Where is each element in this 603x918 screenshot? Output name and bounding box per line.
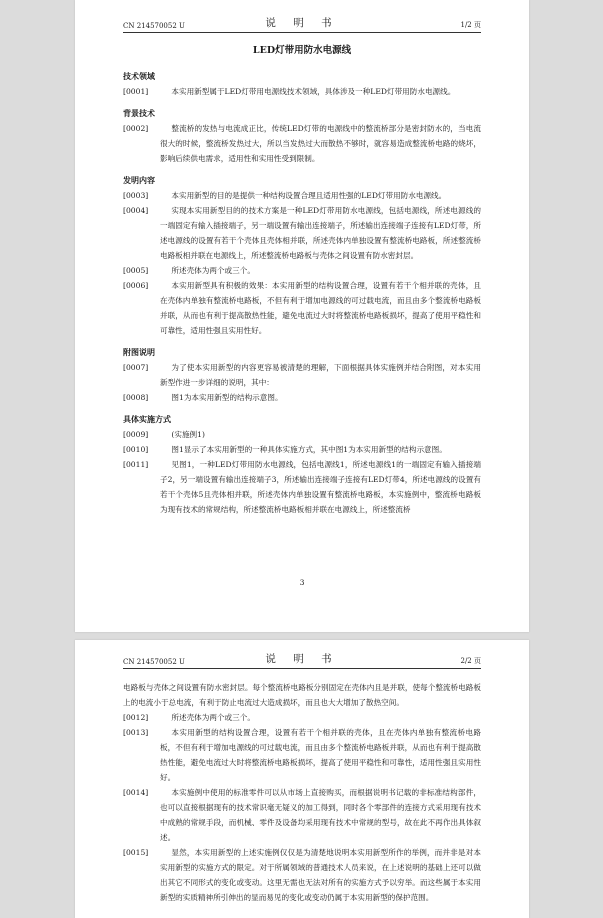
header-title: 说 明 书 <box>265 653 339 665</box>
paragraph <box>123 263 481 278</box>
section-heading-tech-field: 技术领域 <box>123 71 155 81</box>
document-number: CN 214570052 U <box>123 658 185 666</box>
page-header <box>123 652 481 669</box>
paragraph-text: 图1为本实用新型的结构示意图。 <box>171 393 283 402</box>
page-header <box>123 16 481 33</box>
paragraph-number: [0006] <box>123 281 149 290</box>
paragraph <box>123 203 481 263</box>
paragraph <box>123 278 481 338</box>
paragraph-text: 所述壳体为两个或三个。 <box>171 713 255 722</box>
paragraph <box>123 188 481 203</box>
paragraph-text: 本实施例中使用的标准零件可以从市场上直接购买，而根据说明书记载的非标准结构部件，也可以直接根据现有的技术常识毫无疑义的加工得到，同时各个零部件的连接方式采用现有技术中成熟的常规手段，而机械、零件及设备均采用现有技术中常规的型号，故在此不再作出具体叙述。 <box>160 788 481 842</box>
paragraph <box>123 84 481 99</box>
section-heading-summary: 发明内容 <box>123 175 155 185</box>
paragraph <box>123 457 481 517</box>
document-page-1 <box>75 0 529 632</box>
paragraph-text: 本实用新型具有积极的效果：本实用新型的结构设置合理，设置有若干个相并联的壳体，且在壳体内单独有整流桥电路板，不但有利于增加电源线的可过载电流，而且由多个整流桥电路板并联，从而也有利于提高散热性能，避免电流过大时将整流桥电路板损坏，提高了使用平稳性和可靠性，适用性强且实用性好。 <box>160 281 481 335</box>
paragraph <box>123 725 481 785</box>
paragraph-text: 为了使本实用新型的内容更容易被清楚的理解，下面根据具体实施例并结合附图，对本实用新型作进一步详细的说明，其中： <box>160 363 481 387</box>
page-indicator: 1/2 页 <box>460 21 481 29</box>
paragraph-text: 实现本实用新型目的的技术方案是一种LED灯带用防水电源线，包括电源线，所述电源线的一端固定有输入插接端子，另一端设置有输出连接端子，所述输出连接端子连接有LED灯带，所述电源线的设置有若干个壳体且壳体相并联，所述壳体内单独设置有整流桥电路板，所述整流桥电路板相并联在电源线上，所述整流桥电路板与壳体之间设置有防水密封层。 <box>160 206 481 260</box>
paragraph-text: 本实用新型的目的是提供一种结构设置合理且适用性强的LED灯带用防水电源线。 <box>171 191 447 200</box>
paragraph-number: [0015] <box>123 848 149 857</box>
paragraph-number: [0014] <box>123 788 149 797</box>
paragraph <box>123 427 481 442</box>
paragraph-number: [0003] <box>123 191 149 200</box>
paragraph-number: [0011] <box>123 460 149 469</box>
paragraph-number: [0012] <box>123 713 149 722</box>
page-body <box>123 680 481 905</box>
paragraph-number: [0001] <box>123 87 149 96</box>
section-heading-background: 背景技术 <box>123 108 155 118</box>
paragraph-text: (实施例1) <box>171 430 205 439</box>
paragraph-text: 见图1，一种LED灯带用防水电源线，包括电源线1，所述电源线1的一端固定有输入插接端子2，另一端设置有输出连接端子3，所述输出连接端子连接有LED灯带4，所述电源线的设置有若干个壳体5且壳体相并联，所述壳体内单独设置有整流桥电路板，本实施例中，整流桥电路板为现有技术的常规结构，所述整流桥电路板相并联在电源线上，所述整流桥 <box>160 460 481 514</box>
header-title: 说 明 书 <box>265 17 339 29</box>
paragraph <box>123 121 481 166</box>
section-heading-embodiment: 具体实施方式 <box>123 414 171 424</box>
paragraph <box>123 785 481 845</box>
paragraph-text: 整流桥的发热与电流成正比，传统LED灯带的电源线中的整流桥部分是密封防水的，当电流很大的时候，整流桥发热过大，所以当发热过大而散热不够时，就容易造成整流桥电路的烧坏，影响后续供电需求，适用性和实用性受到限制。 <box>160 124 481 163</box>
paragraph-number: [0002] <box>123 124 149 133</box>
paragraph <box>123 442 481 457</box>
paragraph-number: [0004] <box>123 206 149 215</box>
paragraph-text: 图1显示了本实用新型的一种具体实施方式，其中图1为本实用新型的结构示意图。 <box>171 445 447 454</box>
paragraph <box>123 390 481 405</box>
paragraph-text: 本实用新型属于LED灯带用电源线技术领域，具体涉及一种LED灯带用防水电源线。 <box>171 87 456 96</box>
paragraph-continuation: 电路板与壳体之间设置有防水密封层。每个整流桥电路板分别固定在壳体内且是并联，使每个整流桥电路板上的电流小于总电流，有利于防止电流过大造成损坏，而且也大大增加了散热空间。 <box>123 683 481 707</box>
paragraph-number: [0013] <box>123 728 149 737</box>
section-heading-drawings: 附图说明 <box>123 347 155 357</box>
paragraph-text: 显然，本实用新型的上述实施例仅仅是为清楚地说明本实用新型所作的举例，而并非是对本实用新型的实施方式的限定。对于所属领域的普通技术人员来说，在上述说明的基础上还可以做出其它不同形式的变化或变动。这里无需也无法对所有的实施方式予以穷举。而这些属于本实用新型的实质精神所引伸出的显而易见的变化或变动仍属于本实用新型的保护范围。 <box>160 848 481 902</box>
document-page-2 <box>75 640 529 918</box>
paragraph-number: [0007] <box>123 363 149 372</box>
document-number: CN 214570052 U <box>123 22 185 30</box>
paragraph-number: [0009] <box>123 430 149 439</box>
paragraph-number: [0008] <box>123 393 149 402</box>
paragraph-number: [0010] <box>123 445 149 454</box>
page-body <box>123 44 481 517</box>
paragraph-text: 所述壳体为两个或三个。 <box>171 266 255 275</box>
paragraph <box>123 845 481 905</box>
document-title: LED灯带用防水电源线 <box>252 45 352 56</box>
page-indicator: 2/2 页 <box>460 657 481 665</box>
page-footer-number: 3 <box>299 578 305 587</box>
paragraph-number: [0005] <box>123 266 149 275</box>
paragraph <box>123 710 481 725</box>
paragraph <box>123 360 481 390</box>
paragraph-text: 本实用新型的结构设置合理，设置有若干个相并联的壳体，且在壳体内单独有整流桥电路板，不但有利于增加电源线的可过载电流，而且由多个整流桥电路板并联，从而也有利于提高散热性能，避免电流过大时将整流桥电路板损坏，提高了使用平稳性和可靠性，适用性强且实用性好。 <box>160 728 481 782</box>
